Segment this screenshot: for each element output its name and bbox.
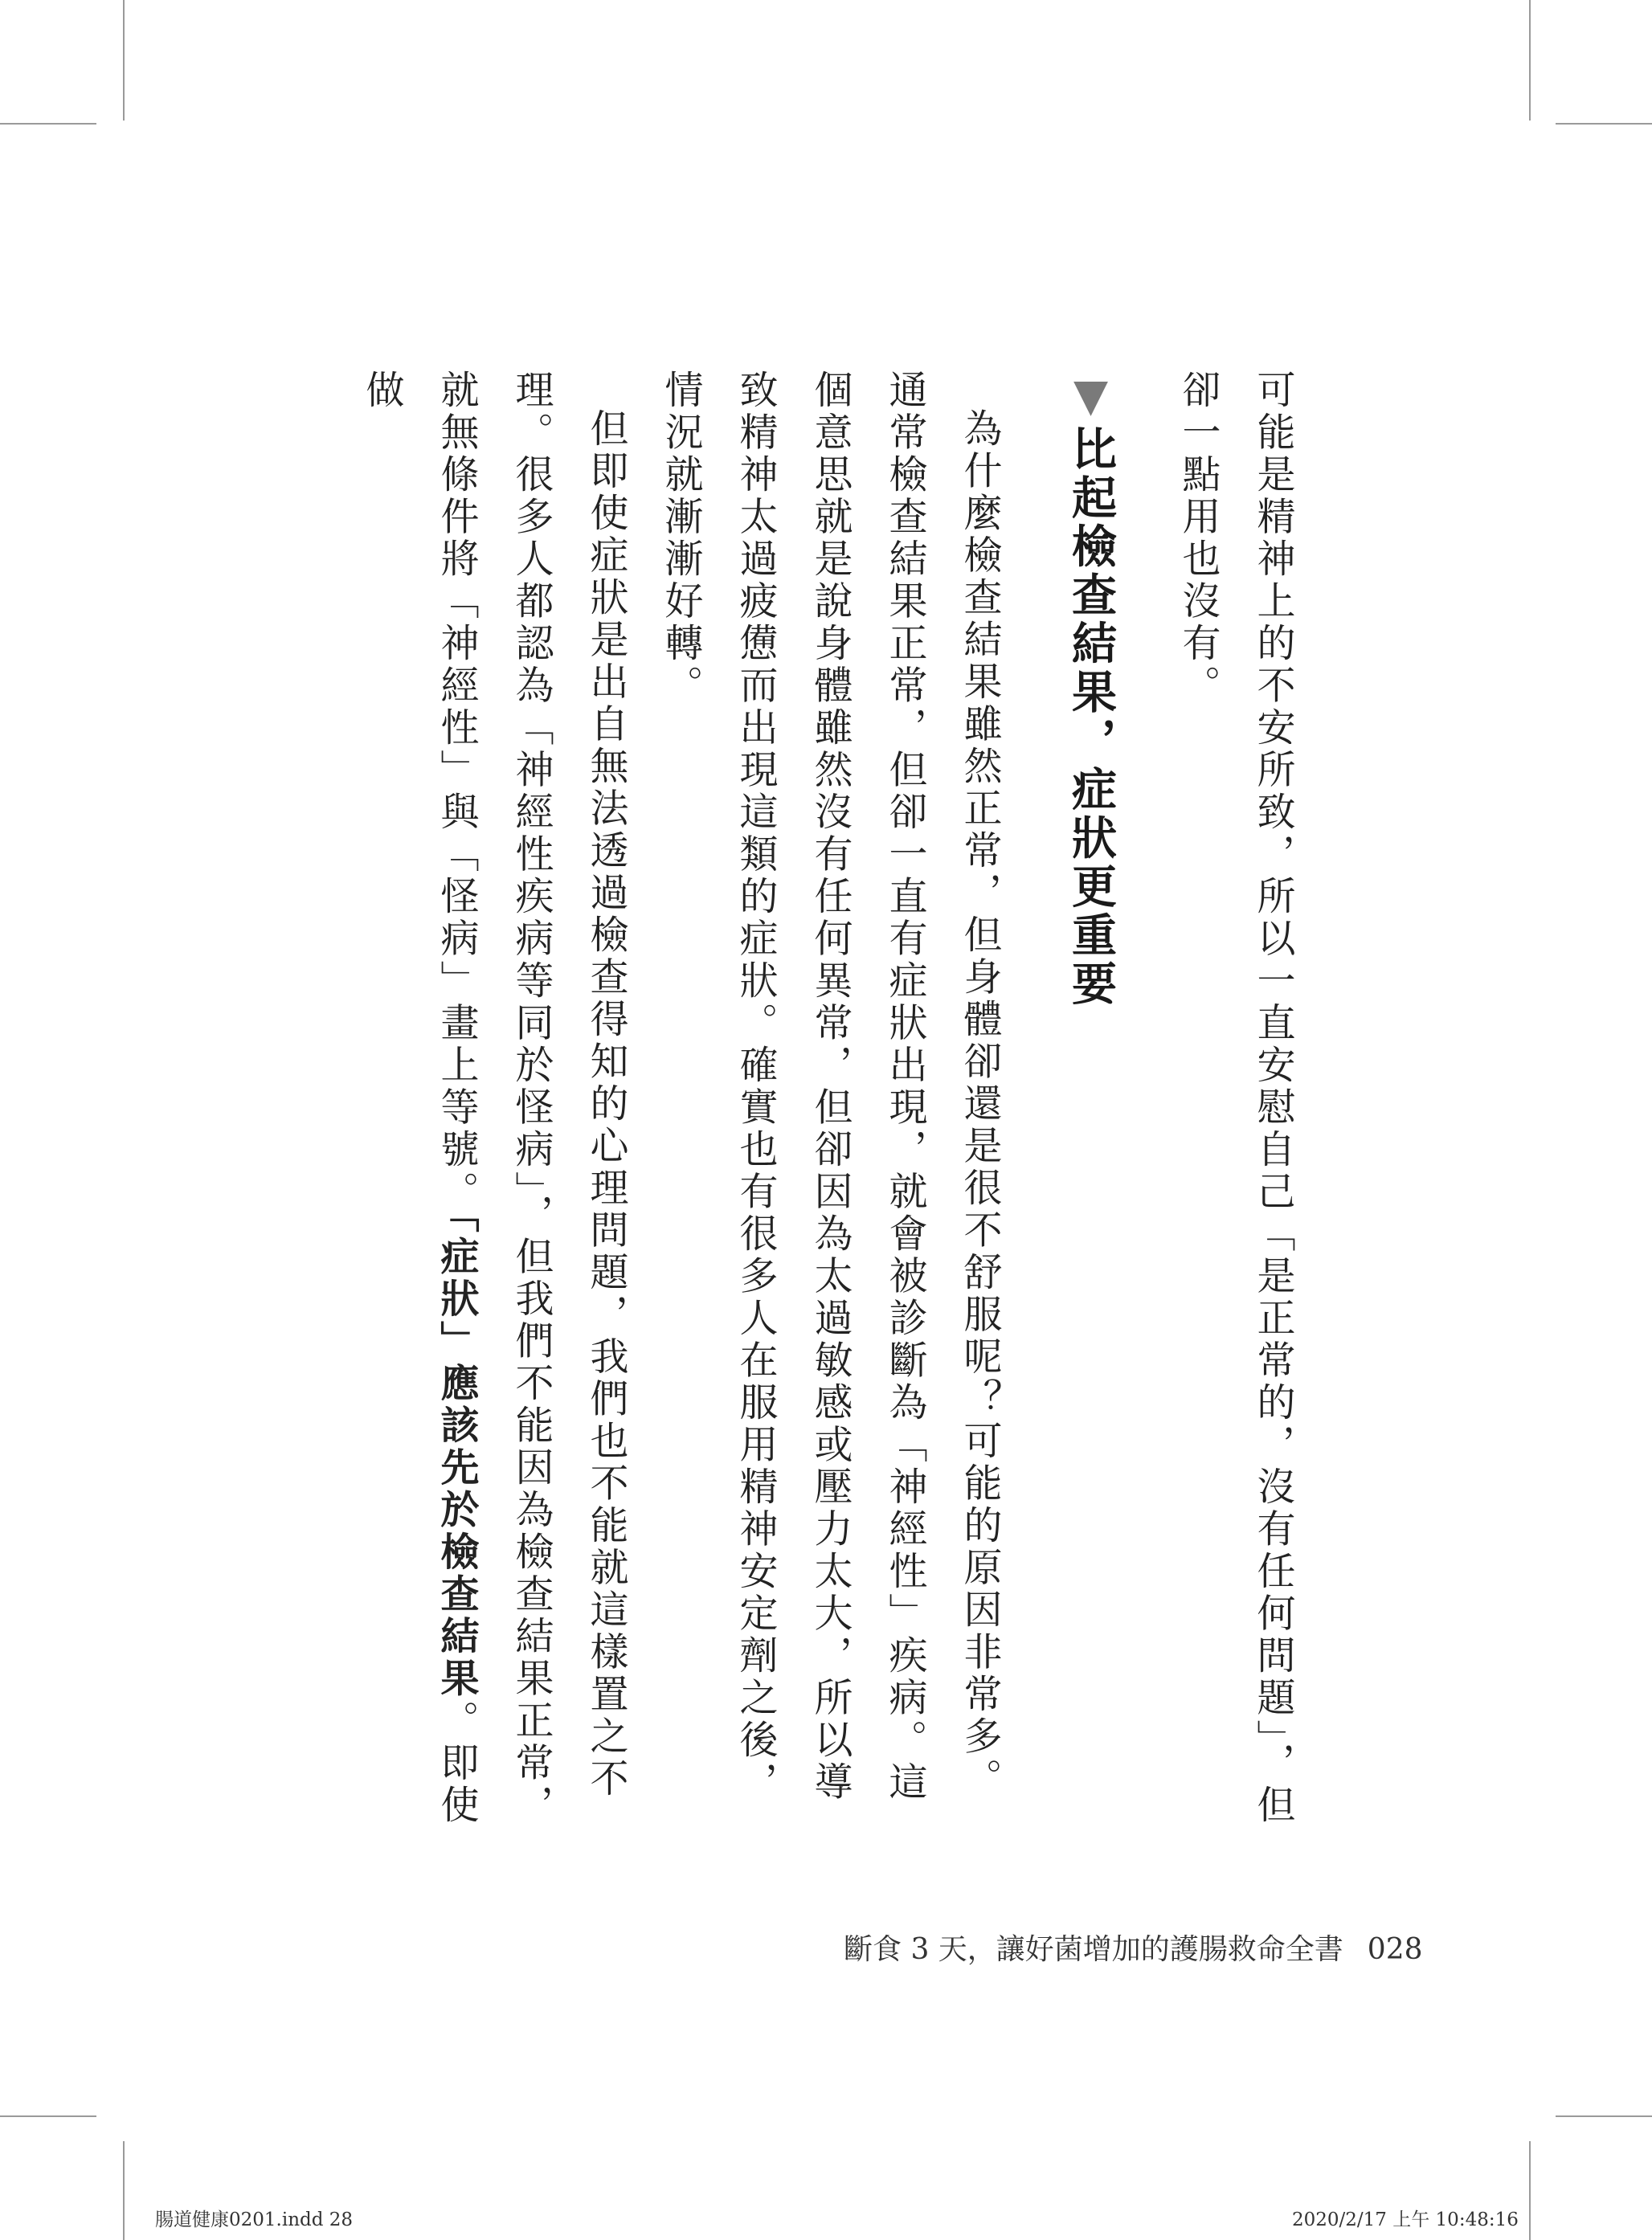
paragraph-1-line-1: 可能是精神上的不安所致，所以一直安慰自己「是正常的，沒有任何問題」，但 bbox=[1250, 370, 1295, 1827]
crop-mark-bottom-left bbox=[123, 2141, 125, 2240]
running-footer bbox=[844, 1927, 1423, 1968]
section-heading-text: 比起檢查結果，症狀更重要 bbox=[1065, 425, 1117, 1009]
section-heading bbox=[1053, 370, 1128, 1832]
book-title: 斷食 3 天，讓好菌增加的護腸救命全書 bbox=[844, 1933, 1343, 1966]
crop-mark-top-right-h bbox=[1556, 123, 1652, 125]
page-number: 028 bbox=[1367, 1933, 1423, 1966]
paragraph-3-part-2: 。即使做 bbox=[359, 370, 479, 1827]
paragraph-1-line-2: 卻一點用也沒有。 bbox=[1176, 370, 1221, 707]
crop-mark-bottom-left-h bbox=[0, 2115, 96, 2117]
paragraph-3-part-1: 但即使症狀是出自無法透過檢查得知的心理問題，我們也不能就這樣置之不理。很多人都認為「神經性疾病等同於怪病」，但我們不能因為檢查結果正常，就無條件將「神經性」與「怪病」畫上等號。 bbox=[434, 370, 628, 1827]
crop-mark-top-right bbox=[1529, 0, 1531, 121]
crop-mark-top-left bbox=[123, 0, 125, 121]
crop-mark-top-left-h bbox=[0, 123, 96, 125]
slug-file-name: 腸道健康0201.indd 28 bbox=[155, 2209, 354, 2230]
paragraph-3-bold: 「症狀」應該先於檢查結果 bbox=[434, 1213, 479, 1700]
crop-mark-bottom-right-h bbox=[1556, 2115, 1652, 2117]
crop-mark-bottom-right bbox=[1529, 2141, 1531, 2240]
triangle-marker-icon: ▼ bbox=[1065, 370, 1117, 426]
body-text bbox=[354, 370, 1310, 1832]
paragraph-2: 為什麼檢查結果雖然正常，但身體卻還是很不舒服呢？可能的原因非常多。通常檢查結果正常，但卻一直有症狀出現，就會被診斷為「神經性」疾病。這個意思就是說身體雖然沒有任何異常，但卻因為太過敏感或壓力太大，所以導致精神太過疲憊而出現這類的症狀。確實也有很多人在服用精神安定劑之後，情況就漸漸好轉。 bbox=[658, 370, 1002, 1804]
paragraph-3 bbox=[344, 370, 643, 1832]
slug-timestamp: 2020/2/17 上午 10:48:16 bbox=[1292, 2209, 1519, 2230]
